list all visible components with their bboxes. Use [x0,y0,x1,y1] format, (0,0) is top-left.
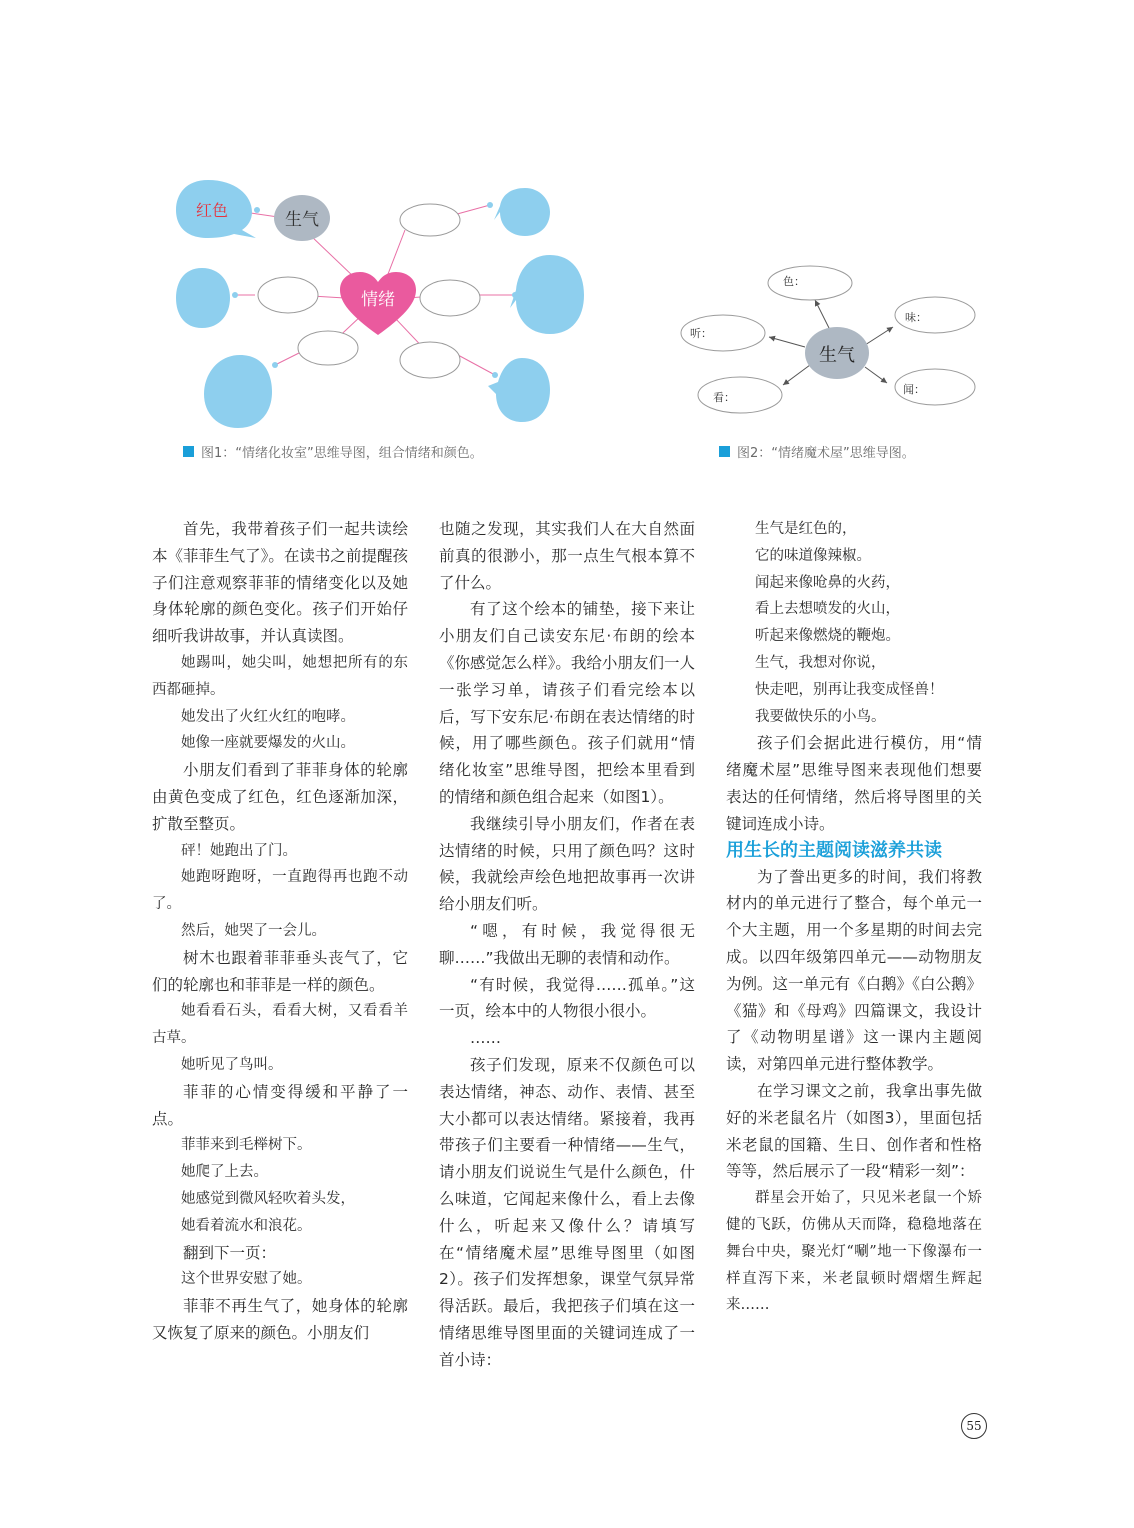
figure-1-caption [183,442,483,461]
paragraph: “有时候，我觉得……孤单。”这一页，绘本中的人物很小很小。 [439,975,695,1021]
story-quote: 她像一座就要爆发的火山。 [181,735,355,752]
story-quote: 她看看石头，看看大树，又看看羊古草。 [152,1003,408,1047]
poem-line: 生气是红色的， [755,521,857,537]
poem-line: 听起来像燃烧的鞭炮。 [755,628,900,645]
label-taste: 味： [905,311,927,324]
label-color: 色： [783,275,805,288]
story-quote: 她听见了鸟叫。 [181,1056,283,1073]
poem-line: 我要做快乐的小鸟。 [755,708,886,725]
paragraph: 小朋友们看到了菲菲身体的轮廓由黄色变成了红色，红色逐渐加深，扩散至整页。 [152,761,408,833]
paragraph: 有了这个绘本的铺垫，接下来让小朋友们自己读安东尼·布朗的绘本《你感觉怎么样》。我给小朋友们一人一张学习单，请孩子们看完绘本以后，写下安东尼·布朗在表达情绪的时候，用了哪些颜色。孩子们就用“情绪化妆室”思维导图，把绘本里看到的情绪和颜色组合起来（如图1）。 [439,600,695,806]
center-node-label: 生气 [819,345,855,366]
story-quote: 菲菲来到毛榉树下。 [181,1137,312,1154]
label-smell: 闻： [903,383,925,396]
node-color-label: 红色 [195,201,229,220]
poem-line: 看上去想喷发的火山， [755,601,900,618]
label-hear: 听： [690,327,712,340]
poem-line: 快走吧，别再让我变成怪兽！ [755,681,944,698]
text-column-3 [726,516,982,1319]
paragraph: 在学习课文之前，我拿出事先做好的米老鼠名片（如图3），里面包括米老鼠的国籍、生日、创作者和性格等等，然后展示了一段“精彩一刻”： [726,1081,982,1181]
figure-2-mindmap [665,255,995,435]
section-heading: 用生长的主题阅读滋养共读 [726,839,942,861]
poem-line: 生气，我想对你说， [755,654,886,671]
text-column-1 [152,516,408,1347]
paragraph: 孩子们会据此进行模仿，用“情绪魔术屋”思维导图来表现他们想要表达的任何情绪，然后将导图里的关键词连成小诗。 [726,734,982,833]
figure-1-mindmap [160,160,600,440]
paragraph: …… [470,1029,501,1048]
paragraph: 孩子们发现，原来不仅颜色可以表达情绪，神态、动作、表情、甚至大小都可以表达情绪。紧接着，我再带孩子们主要看一种情绪——生气，请小朋友们说说生气是什么颜色，什么味道，它闻起来像什么，看上去像什么，听起来又像什么？请填写在“情绪魔术屋”思维导图里（如图2）。孩子们发挥想象，课堂气氛异常得活跃。最后，我把孩子们填在这一情绪思维导图里面的关键词连成了一首小诗： [439,1055,695,1369]
story-quote: 砰！她跑出了门。 [181,842,297,859]
paragraph: 为了誊出更多的时间，我们将教材内的单元进行了整合，每个单元一个大主题，用一个多星期的时间去完成。以四年级第四单元——动物朋友为例。这一单元有《白鹅》《白公鹅》《猫》和《母鸡》四篇课文，我设计了《动物明星谱》这一课内主题阅读，对第四单元进行整体教学。 [726,867,982,1074]
text-column-2 [439,516,695,1374]
center-emotion-label: 情绪 [361,290,395,310]
paragraph: “嗯，有时候，我觉得很无聊……”我做出无聊的表情和动作。 [439,921,695,967]
story-quote: 她跑呀跑呀，一直跑得再也跑不动了。 [152,869,408,913]
figure-1-caption-text: 图1：“情绪化妆室”思维导图，组合情绪和颜色。 [201,446,483,461]
story-quote: 这个世界安慰了她。 [181,1271,312,1288]
story-quote: 她发出了火红火红的咆哮。 [181,708,355,725]
paragraph: 首先，我带着孩子们一起共读绘本《菲菲生气了》。在读书之前提醒孩子们注意观察菲菲的情绪变化以及她身体轮廓的颜色变化。孩子们开始仔细听我讲故事，并认真读图。 [152,520,408,646]
story-quote: 她踢叫，她尖叫，她想把所有的东西都砸掉。 [152,654,408,698]
story-quote: 她爬了上去。 [181,1164,268,1181]
poem-line: 闻起来像呛鼻的火药， [755,574,900,591]
paragraph: 菲菲不再生气了，她身体的轮廓又恢复了原来的颜色。小朋友们 [152,1297,408,1342]
page-number: 55 [961,1413,987,1439]
story-quote: 她感觉到微风轻吹着头发， [181,1190,355,1207]
story-quote: 然后，她哭了一会儿。 [181,922,326,939]
figure-2-caption-text: 图2：“情绪魔术屋”思维导图。 [737,446,915,461]
paragraph: 翻到下一页： [183,1243,277,1262]
story-quote: 她看着流水和浪花。 [181,1217,312,1234]
paragraph: 树木也跟着菲菲垂头丧气了，它们的轮廓也和菲菲是一样的颜色。 [152,948,408,994]
poem-line: 它的味道像辣椒。 [755,547,871,564]
paragraph: 我继续引导小朋友们，作者在表达情绪的时候，只用了颜色吗？这时候，我就绘声绘色地把故事再一次讲给小朋友们听。 [439,814,695,914]
label-look: 看： [713,391,735,404]
paragraph: 菲菲的心情变得缓和平静了一点。 [152,1082,408,1128]
story-quote: 群星会开始了，只见米老鼠一个矫健的飞跃，仿佛从天而降，稳稳地落在舞台中央，聚光灯“唰”地一下像瀑布一样直泻下来，米老鼠顿时熠熠生辉起来…… [726,1190,982,1314]
node-angry-label: 生气 [285,210,319,230]
figure-2-caption [719,442,915,461]
paragraph: 也随之发现，其实我们人在大自然面前真的很渺小，那一点生气根本算不了什么。 [439,520,695,592]
